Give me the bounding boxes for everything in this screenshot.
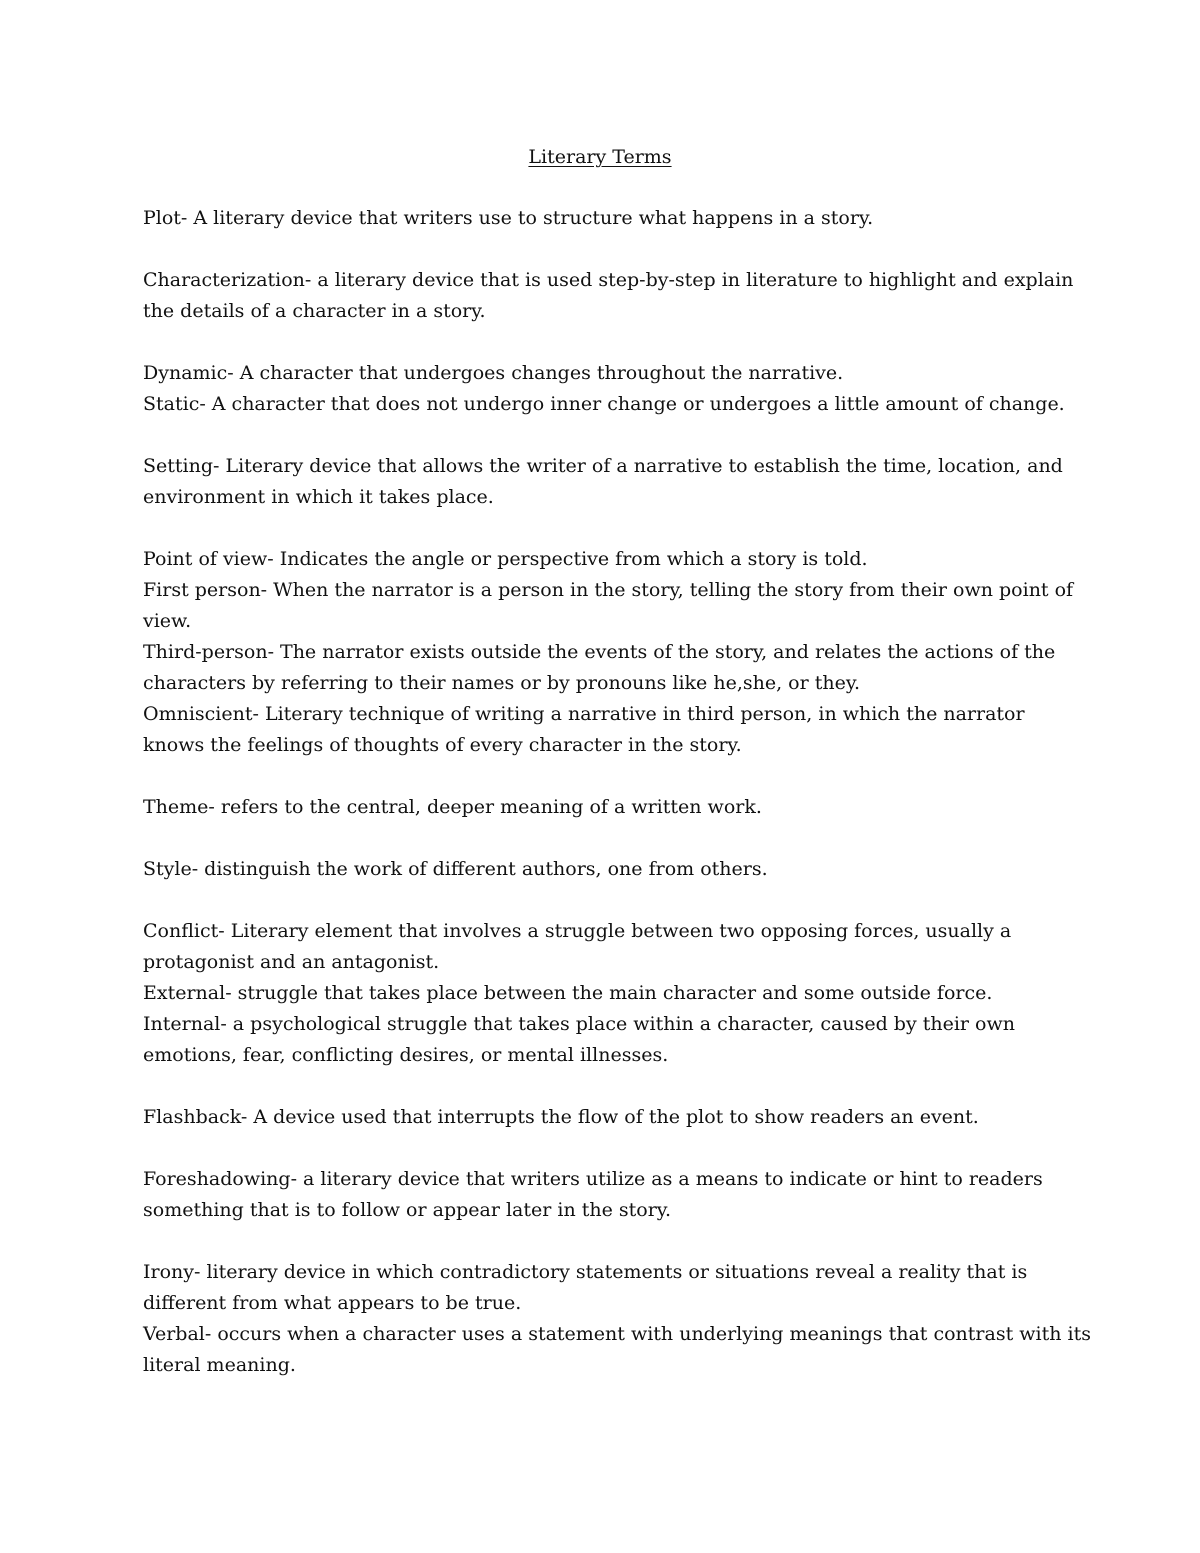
text-line: view. bbox=[143, 610, 192, 632]
paragraph bbox=[143, 1257, 1091, 1381]
text-line: Third-person- The narrator exists outside the events of the story, and relates the actions of the bbox=[143, 641, 1056, 663]
text-line: literal meaning. bbox=[143, 1354, 296, 1376]
text-line: First person- When the narrator is a person in the story, telling the story from their own point of bbox=[143, 579, 1074, 601]
text-line: environment in which it takes place. bbox=[143, 486, 494, 508]
paragraph bbox=[143, 544, 1074, 761]
paragraph bbox=[143, 854, 1058, 885]
document-body bbox=[143, 203, 1091, 1412]
paragraph bbox=[143, 916, 1058, 1071]
text-line: the details of a character in a story. bbox=[143, 300, 486, 322]
text-line: Plot- A literary device that writers use to structure what happens in a story. bbox=[143, 207, 874, 229]
text-line: Internal- a psychological struggle that takes place within a character, caused by their own bbox=[143, 1013, 1015, 1035]
paragraph bbox=[143, 451, 1063, 513]
text-line: Point of view- Indicates the angle or perspective from which a story is told. bbox=[143, 548, 868, 570]
paragraph bbox=[143, 1164, 1058, 1226]
text-line: Conflict- Literary element that involves a struggle between two opposing forces, usually a bbox=[143, 920, 1012, 942]
text-line: Style- distinguish the work of different authors, one from others. bbox=[143, 858, 768, 880]
text-line: Characterization- a literary device that is used step-by-step in literature to highlight and explain bbox=[143, 269, 1074, 291]
paragraph bbox=[143, 265, 1074, 327]
text-line: something that is to follow or appear later in the story. bbox=[143, 1199, 672, 1221]
paragraph bbox=[143, 358, 1065, 420]
text-line: Foreshadowing- a literary device that writers utilize as a means to indicate or hint to readers bbox=[143, 1168, 1043, 1190]
text-line: Setting- Literary device that allows the writer of a narrative to establish the time, location, and bbox=[143, 455, 1063, 477]
text-line: Irony- literary device in which contradictory statements or situations reveal a reality that is bbox=[143, 1261, 1028, 1283]
text-line: characters by referring to their names or by pronouns like he,she, or they. bbox=[143, 672, 861, 694]
text-line: Theme- refers to the central, deeper meaning of a written work. bbox=[143, 796, 762, 818]
text-line: knows the feelings of thoughts of every character in the story. bbox=[143, 734, 742, 756]
text-line: External- struggle that takes place between the main character and some outside force. bbox=[143, 982, 993, 1004]
text-line: Omniscient- Literary technique of writing a narrative in third person, in which the narrator bbox=[143, 703, 1025, 725]
text-line: different from what appears to be true. bbox=[143, 1292, 522, 1314]
paragraph bbox=[143, 203, 1058, 234]
document-title: Literary Terms bbox=[528, 146, 672, 168]
text-line: Dynamic- A character that undergoes changes throughout the narrative. bbox=[143, 362, 844, 384]
paragraph bbox=[143, 1102, 1058, 1133]
paragraph bbox=[143, 792, 1058, 823]
text-line: Verbal- occurs when a character uses a statement with underlying meanings that contrast with its bbox=[143, 1323, 1091, 1345]
text-line: Static- A character that does not undergo inner change or undergoes a little amount of change. bbox=[143, 393, 1065, 415]
text-line: emotions, fear, conflicting desires, or mental illnesses. bbox=[143, 1044, 669, 1066]
text-line: protagonist and an antagonist. bbox=[143, 951, 440, 973]
text-line: Flashback- A device used that interrupts the flow of the plot to show readers an event. bbox=[143, 1106, 979, 1128]
